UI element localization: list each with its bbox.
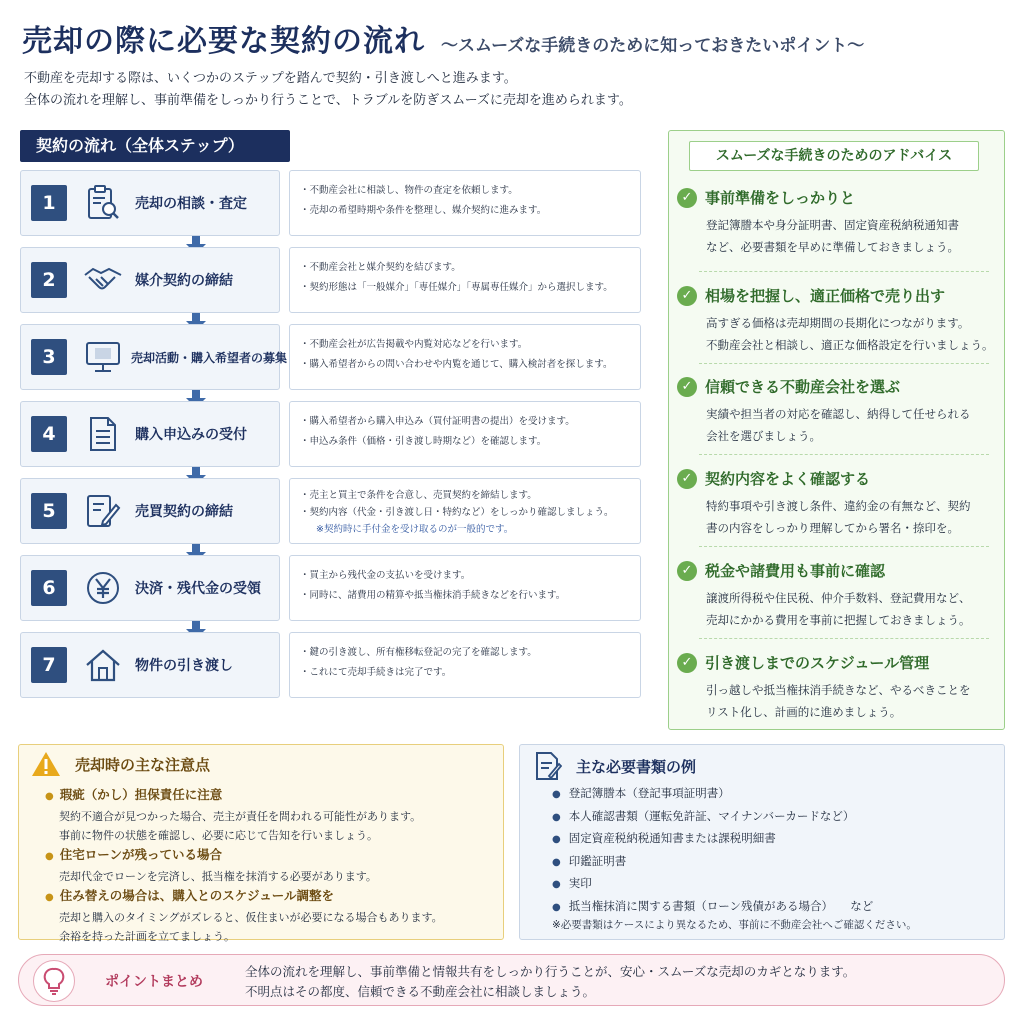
step-number: 7 [31, 647, 67, 683]
check-icon: ✓ [677, 653, 697, 673]
documents-note: ※必要書類はケースにより異なるため、事前に不動産会社へご確認ください。 [552, 919, 917, 931]
step-desc-line: ・鍵の引き渡し、所有権移転登記の完了を確認します。 [300, 647, 537, 658]
advice-title: 相場を把握し、適正価格で売り出す [705, 287, 946, 305]
advice-title: 信頼できる不動産会社を選ぶ [705, 378, 901, 396]
advice-item [677, 560, 997, 631]
caution-text: 売却と購入のタイミングがズレると、仮住まいが必要になる場合もあります。 [59, 911, 443, 924]
divider [699, 638, 989, 639]
document-item: ● 印鑑証明書 [552, 851, 873, 874]
document-icon [83, 414, 123, 454]
caution-title: ● 住み替えの場合は、購入とのスケジュール調整を [45, 886, 495, 908]
caution-text: 余裕を持った計画を立てましょう。 [59, 930, 235, 943]
intro-text [24, 68, 632, 112]
document-item: ● 固定資産税納税通知書または課税明細書 [552, 828, 873, 851]
step-desc-line: ・契約形態は「一般媒介」「専任媒介」「専属専任媒介」から選択します。 [300, 282, 613, 293]
step-desc-line: ・申込み条件（価格・引き渡し時期など）を確認します。 [300, 436, 547, 447]
advice-text: 売却にかかる費用を事前に把握しておきましょう。 [706, 613, 971, 627]
step-label: 売却活動・購入希望者の募集 [131, 350, 288, 365]
step-label: 購入申込みの受付 [135, 427, 247, 443]
advice-text: 登記簿謄本や身分証明書、固定資産税納税通知書 [706, 218, 959, 232]
document-item: ● 抵当権抹消に関する書類（ローン残債がある場合） など [552, 896, 873, 919]
summary-label: ポイントまとめ [105, 974, 203, 990]
step-desc-line: ・買主から残代金の支払いを受けます。 [300, 570, 471, 581]
step-number: 2 [31, 262, 67, 298]
advice-item [677, 468, 997, 539]
advice-text: 実績や担当者の対応を確認し、納得して任せられる [706, 407, 971, 421]
step-number: 5 [31, 493, 67, 529]
divider [699, 363, 989, 364]
step-desc-5 [289, 478, 641, 544]
advice-title: 税金や諸費用も事前に確認 [705, 562, 886, 580]
documents-heading: 主な必要書類の例 [576, 757, 697, 776]
advice-panel [668, 130, 1005, 730]
step-desc-line: ・不動産会社が広告掲載や内覧対応などを行います。 [300, 339, 528, 350]
caution-title: ● 住宅ローンが残っている場合 [45, 845, 495, 867]
caution-heading: 売却時の主な注意点 [75, 755, 211, 774]
summary-line: 不明点はその都度、信頼できる不動産会社に相談しましょう。 [245, 984, 596, 999]
caution-text: 事前に物件の状態を確認し、必要に応じて告知を行いましょう。 [59, 829, 378, 842]
advice-item [677, 187, 997, 258]
step-label: 売買契約の締結 [135, 504, 233, 520]
clipboard-search-icon [83, 183, 123, 223]
check-icon: ✓ [677, 469, 697, 489]
page-title: 売却の際に必要な契約の流れ [22, 24, 425, 59]
document-item: ● 本人確認書類（運転免許証、マイナンバーカードなど） [552, 806, 873, 829]
step-desc-2 [289, 247, 641, 313]
step-card-3 [20, 324, 288, 390]
step-desc-line: ・不動産会社と媒介契約を結びます。 [300, 262, 461, 273]
advice-item [677, 376, 997, 447]
advice-text: 特約事項や引き渡し条件、違約金の有無など、契約 [706, 499, 971, 513]
step-number: 6 [31, 570, 67, 606]
header [22, 16, 1012, 60]
divider [699, 546, 989, 547]
step-card-2 [20, 247, 280, 313]
step-desc-1 [289, 170, 641, 236]
steps-heading: 契約の流れ（全体ステップ） [20, 130, 290, 162]
step-label: 媒介契約の締結 [135, 273, 233, 289]
step-desc-line: ・購入希望者からの問い合わせや内覧を通じて、購入検討者を探します。 [300, 359, 613, 370]
check-icon: ✓ [677, 286, 697, 306]
step-card-6 [20, 555, 280, 621]
documents-panel [519, 744, 1005, 940]
step-desc-3 [289, 324, 641, 390]
check-icon: ✓ [677, 561, 697, 581]
advice-item [677, 285, 997, 356]
intro-line: 全体の流れを理解し、事前準備をしっかり行うことで、トラブルを防ぎスムーズに売却を進められます。 [24, 93, 632, 108]
advice-text: 引っ越しや抵当権抹消手続きなど、やるべきことを [706, 683, 971, 697]
intro-line: 不動産を売却する際は、いくつかのステップを踏んで契約・引き渡しへと進みます。 [24, 71, 517, 86]
step-desc-line: ・不動産会社に相談し、物件の査定を依頼します。 [300, 185, 518, 196]
step-card-7 [20, 632, 280, 698]
step-card-4 [20, 401, 280, 467]
divider [699, 271, 989, 272]
step-number: 1 [31, 185, 67, 221]
check-icon: ✓ [677, 188, 697, 208]
advice-text: 会社を選びましょう。 [706, 429, 821, 443]
step-desc-line: ・同時に、諸費用の精算や抵当権抹消手続きなどを行います。 [300, 590, 566, 601]
monitor-icon [83, 337, 123, 377]
lightbulb-icon [33, 960, 75, 1002]
handshake-icon [83, 260, 123, 300]
advice-text: リスト化し、計画的に進めましょう。 [706, 705, 902, 719]
caution-panel [18, 744, 504, 943]
step-desc-6 [289, 555, 641, 621]
caution-text: 売却代金でローンを完済し、抵当権を抹消する必要があります。 [59, 870, 377, 883]
advice-title: 事前準備をしっかりと [705, 189, 856, 207]
document-item: ● 登記簿謄本（登記事項証明書） [552, 783, 873, 806]
advice-text: など、必要書類を早めに準備しておきましょう。 [706, 240, 959, 254]
document-list-icon [534, 751, 562, 781]
step-desc-line: ・購入希望者から購入申込み（買付証明書の提出）を受けます。 [300, 416, 575, 427]
advice-title: 契約内容をよく確認する [705, 470, 871, 488]
step-desc-line: ・契約内容（代金・引き渡し日・特約など）をしっかり確認しましょう。 [300, 507, 614, 518]
step-note: ※契約時に手付金を受け取るのが一般的です。 [316, 524, 514, 535]
document-item: ● 実印 [552, 873, 873, 896]
page-subtitle: ～スムーズな手続きのために知っておきたいポイント～ [441, 36, 865, 56]
step-card-1 [20, 170, 280, 236]
step-desc-4 [289, 401, 641, 467]
step-desc-line: ・これにて売却手続きは完了です。 [300, 667, 452, 678]
yen-icon [83, 568, 123, 608]
advice-text: 不動産会社と相談し、適正な価格設定を行いましょう。 [706, 338, 994, 352]
advice-heading: スムーズな手続きのためのアドバイス [689, 141, 979, 171]
step-card-5 [20, 478, 280, 544]
step-number: 4 [31, 416, 67, 452]
divider [699, 454, 989, 455]
step-label: 決済・残代金の受領 [135, 581, 261, 597]
summary-line: 全体の流れを理解し、事前準備と情報共有をしっかり行うことが、安心・スムーズな売却のカギとなります。 [245, 964, 856, 979]
check-icon: ✓ [677, 377, 697, 397]
summary-panel [18, 954, 1005, 1006]
caution-text: 契約不適合が見つかった場合、売主が責任を問われる可能性があります。 [59, 810, 422, 823]
step-label: 売却の相談・査定 [135, 196, 247, 212]
caution-title: ● 瑕疵（かし）担保責任に注意 [45, 785, 495, 807]
advice-text: 譲渡所得税や住民税、仲介手数料、登記費用など、 [706, 591, 971, 605]
step-number: 3 [31, 339, 67, 375]
step-desc-line: ・売却の希望時期や条件を整理し、媒介契約に進みます。 [300, 205, 547, 216]
step-desc-line: ・売主と買主で条件を合意し、売買契約を締結します。 [300, 490, 537, 501]
warning-icon [31, 751, 61, 777]
advice-item [677, 652, 997, 723]
advice-text: 高すぎる価格は売却期間の長期化につながります。 [706, 316, 970, 330]
step-desc-7 [289, 632, 641, 698]
advice-title: 引き渡しまでのスケジュール管理 [705, 654, 930, 672]
house-icon [83, 645, 123, 685]
contract-pen-icon [83, 491, 123, 531]
step-label: 物件の引き渡し [135, 658, 233, 674]
advice-text: 書の内容をしっかり理解してから署名・捺印を。 [706, 521, 959, 535]
